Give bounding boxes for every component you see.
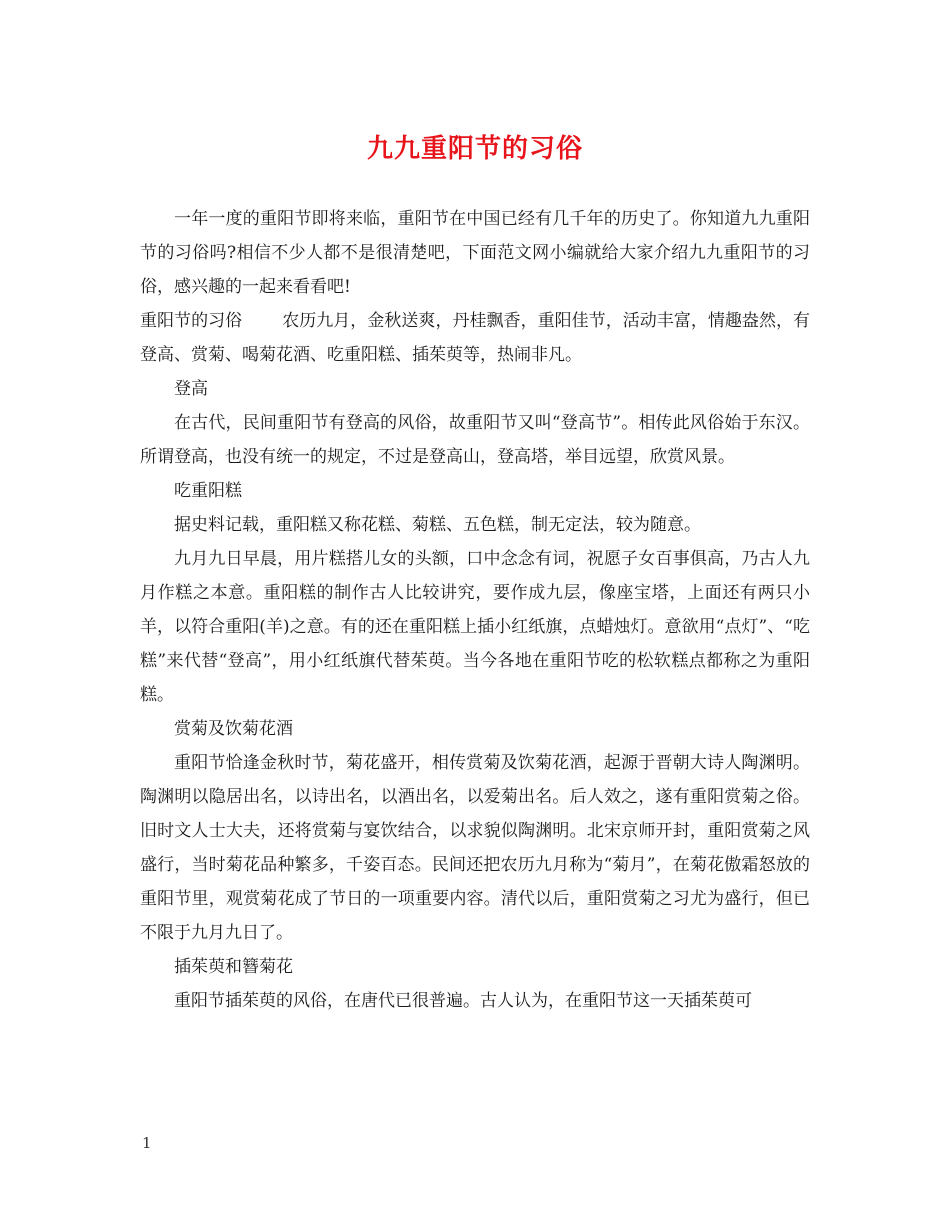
paragraph-cake-history: 据史料记载，重阳糕又称花糕、菊糕、五色糕，制无定法，较为随意。	[174, 515, 701, 535]
section-heading-chrysanthemum: 赏菊及饮菊花酒	[174, 719, 293, 739]
paragraph-customs-text: 农历九月，金秋送爽，丹桂飘香，重阳佳节，活动丰富，情趣盎然，有登高、赏菊、喝菊花酒、吃重阳糕、插茱萸等，热闹非凡。	[140, 311, 811, 365]
paragraph-lead-label: 重阳节的习俗	[140, 311, 243, 331]
section-heading-dogwood: 插茱萸和簪菊花	[174, 957, 293, 977]
paragraph-cake-custom: 九月九日早晨，用片糕搭儿女的头额，口中念念有词，祝愿子女百事俱高，乃古人九月作糕之本意。重阳糕的制作古人比较讲究，要作成九层，像座宝塔，上面还有两只小羊，以符合重阳(羊)之意。有的还在重阳糕上插小红纸旗，点蜡烛灯。意欲用“点灯”、“吃糕”来代替“登高”，用小红纸旗代替茱萸。当今各地在重阳节吃的松软糕点都称之为重阳糕。	[140, 549, 810, 705]
document-body	[140, 202, 810, 1018]
paragraph-intro: 一年一度的重阳节即将来临，重阳节在中国已经有几千年的历史了。你知道九九重阳节的习俗吗?相信不少人都不是很清楚吧，下面范文网小编就给大家介绍九九重阳节的习俗，感兴趣的一起来看看吧!	[140, 209, 810, 297]
section-heading-climbing: 登高	[174, 379, 208, 399]
paragraph-climbing: 在古代，民间重阳节有登高的风俗，故重阳节又叫“登高节”。相传此风俗始于东汉。所谓登高，也没有统一的规定，不过是登高山，登高塔，举目远望，欣赏风景。	[140, 413, 810, 467]
document-title: 九九重阳节的习俗	[366, 134, 583, 164]
paragraph-chrysanthemum: 重阳节恰逢金秋时节，菊花盛开，相传赏菊及饮菊花酒，起源于晋朝大诗人陶渊明。陶渊明以隐居出名，以诗出名，以酒出名，以爱菊出名。后人效之，遂有重阳赏菊之俗。旧时文人士大夫，还将赏菊与宴饮结合，以求貌似陶渊明。北宋京师开封，重阳赏菊之风盛行，当时菊花品种繁多，千姿百态。民间还把农历九月称为“菊月”，在菊花傲霜怒放的重阳节里，观赏菊花成了节日的一项重要内容。清代以后，重阳赏菊之习尤为盛行，但已不限于九月九日了。	[140, 753, 810, 943]
section-heading-cake: 吃重阳糕	[174, 481, 242, 501]
paragraph-customs-overview	[140, 304, 810, 372]
paragraph-dogwood: 重阳节插茱萸的风俗，在唐代已很普遍。古人认为，在重阳节这一天插茱萸可	[174, 991, 752, 1011]
page-number: 1	[142, 1134, 152, 1152]
